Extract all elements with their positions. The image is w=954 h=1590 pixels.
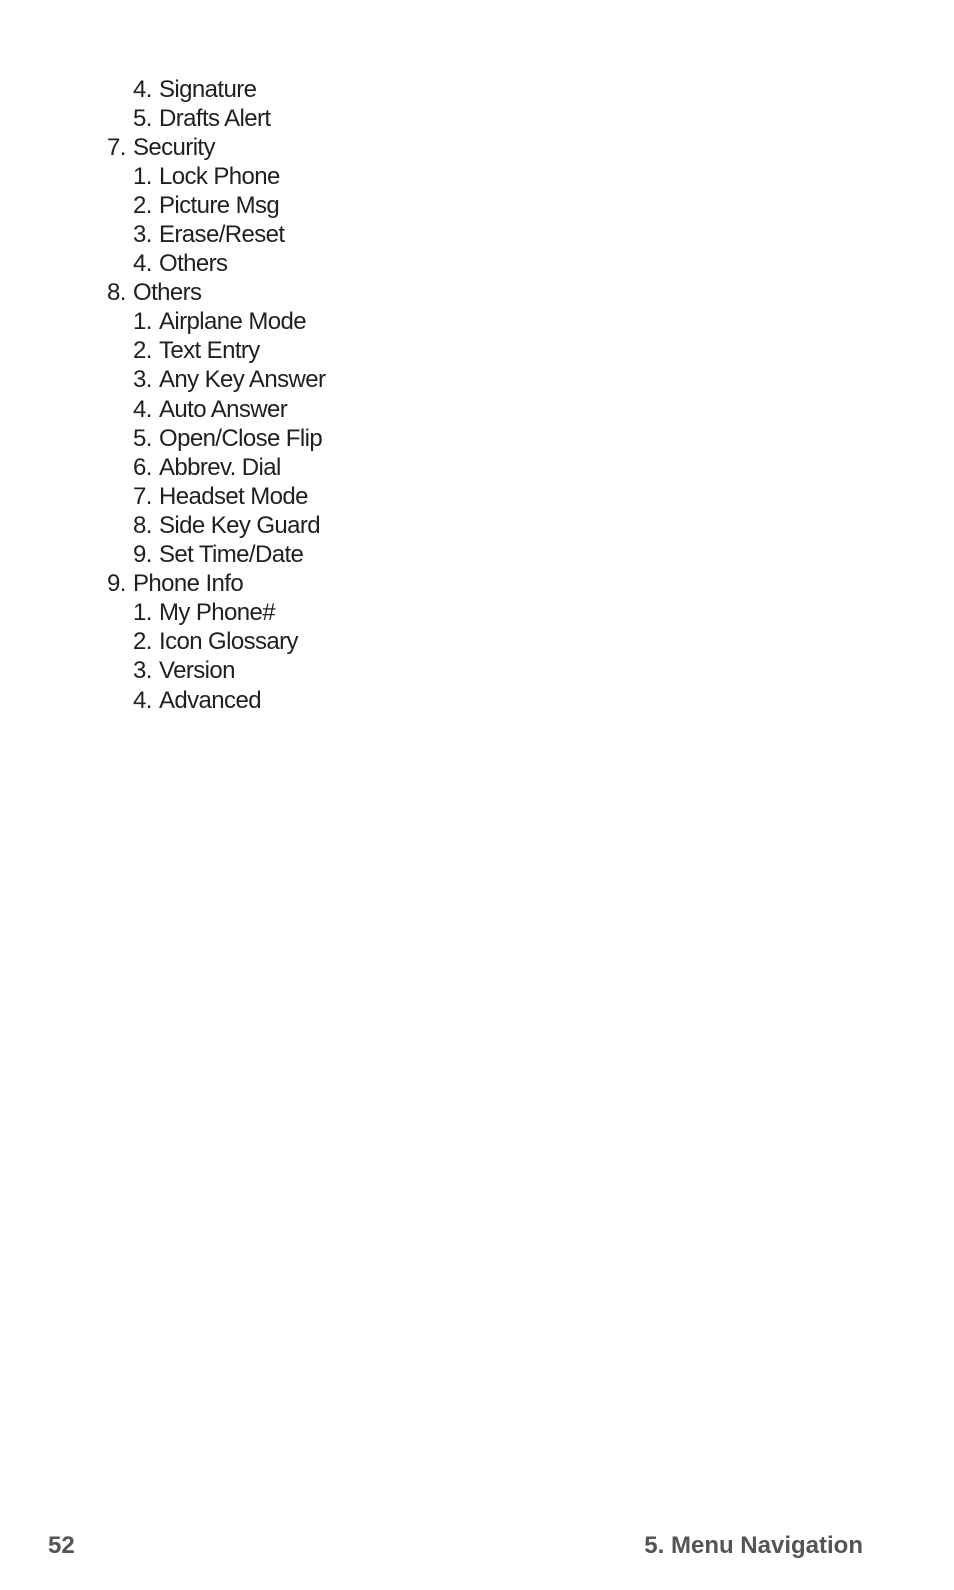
item-number: 2. — [133, 337, 152, 365]
item-label: Erase/Reset — [159, 221, 285, 249]
item-label: Any Key Answer — [159, 366, 326, 394]
list-item-text-entry — [0, 337, 600, 366]
item-label: Abbrev. Dial — [159, 453, 281, 481]
list-item-advanced — [0, 686, 600, 715]
list-item-lock-phone — [0, 162, 600, 191]
list-item-abbrev-dial — [0, 453, 600, 482]
item-number: 3. — [133, 221, 152, 249]
item-label: Picture Msg — [159, 191, 280, 219]
item-label: Phone Info — [133, 570, 244, 598]
item-label: Others — [133, 279, 202, 307]
item-number: 7. — [107, 133, 126, 161]
page-number: 52 — [48, 1532, 75, 1559]
item-label: My Phone# — [159, 599, 276, 627]
list-item-version — [0, 657, 600, 686]
item-number: 7. — [133, 482, 152, 510]
item-label: Airplane Mode — [159, 308, 306, 336]
list-item-erase-reset — [0, 220, 600, 249]
item-number: 9. — [133, 541, 152, 569]
item-number: 2. — [133, 628, 152, 656]
item-number: 1. — [133, 599, 152, 627]
item-label: Advanced — [159, 686, 261, 714]
list-item-security — [0, 133, 600, 162]
list-item-auto-answer — [0, 395, 600, 424]
item-label: Security — [133, 133, 215, 161]
item-number: 5. — [133, 424, 152, 452]
item-label: Signature — [159, 75, 257, 103]
item-number: 9. — [107, 570, 126, 598]
item-number: 4. — [133, 686, 152, 714]
item-number: 4. — [133, 250, 152, 278]
list-item-signature — [0, 75, 600, 104]
item-label: Others — [159, 250, 228, 278]
list-item-any-key-answer — [0, 366, 600, 395]
item-label: Open/Close Flip — [159, 424, 323, 452]
item-label: Version — [159, 657, 235, 685]
list-item-set-time-date — [0, 541, 600, 570]
item-label: Lock Phone — [159, 162, 280, 190]
item-number: 4. — [133, 395, 152, 423]
item-number: 1. — [133, 308, 152, 336]
item-number: 3. — [133, 366, 152, 394]
item-label: Drafts Alert — [159, 104, 271, 132]
menu-list — [0, 75, 600, 715]
item-number: 5. — [133, 104, 152, 132]
item-label: Headset Mode — [159, 482, 308, 510]
list-item-icon-glossary — [0, 628, 600, 657]
section-title: 5. Menu Navigation — [644, 1532, 863, 1559]
list-item-security-others — [0, 250, 600, 279]
list-item-my-phone — [0, 599, 600, 628]
item-label: Set Time/Date — [159, 541, 304, 569]
item-label: Auto Answer — [159, 395, 288, 423]
list-item-airplane-mode — [0, 308, 600, 337]
item-label: Text Entry — [159, 337, 260, 365]
list-item-headset-mode — [0, 482, 600, 511]
item-number: 8. — [133, 511, 152, 539]
list-item-open-close-flip — [0, 424, 600, 453]
item-number: 2. — [133, 191, 152, 219]
list-item-picture-msg — [0, 191, 600, 220]
list-item-drafts-alert — [0, 104, 600, 133]
item-label: Side Key Guard — [159, 511, 321, 539]
item-number: 8. — [107, 279, 126, 307]
item-label: Icon Glossary — [159, 628, 298, 656]
item-number: 3. — [133, 657, 152, 685]
item-number: 1. — [133, 162, 152, 190]
list-item-phone-info — [0, 570, 600, 599]
list-item-side-key-guard — [0, 511, 600, 540]
item-number: 4. — [133, 75, 152, 103]
list-item-others — [0, 279, 600, 308]
item-number: 6. — [133, 453, 152, 481]
